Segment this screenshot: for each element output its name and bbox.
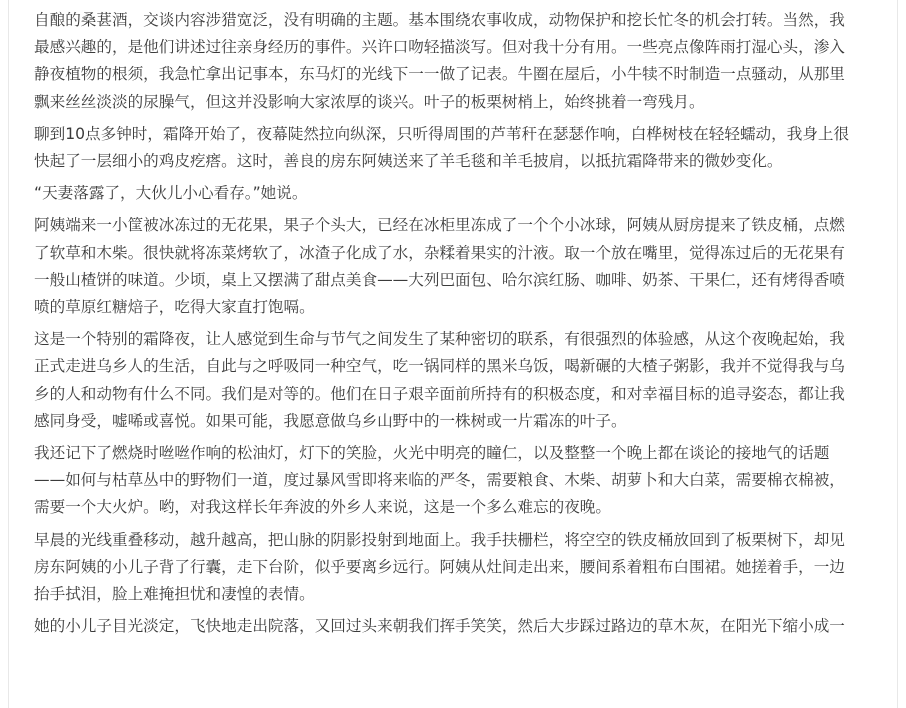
text-line: 一般山楂饼的味道。少顷，桌上又摆满了甜点美食——大列巴面包、哈尔滨红肠、咖啡、奶茶、干果仁，还有烤得香喷 (34, 270, 845, 289)
text-line: 自酿的桑葚酒，交谈内容涉猎宽泛，没有明确的主题。基本围绕农事收成，动物保护和挖长忙冬的机会打转。当然，我 (34, 11, 845, 29)
paragraph-6 (34, 440, 870, 522)
paragraph-4 (34, 212, 870, 321)
text-line: 飘来丝丝淡淡的尿臊气，但这并没影响大家浓厚的谈兴。叶子的板栗树梢上，始终挑着一弯残月。 (34, 92, 705, 111)
article-body (34, 7, 870, 640)
text-line: 她的小儿子目光淡定，飞快地走出院落，又回过头来朝我们挥手笑笑，然后大步踩过路边的草木灰，在阳光下缩小成一 (34, 617, 845, 636)
text-line: 阿姨端来一小筐被冰冻过的无花果，果子个头大，已经在冰柜里冻成了一个个小冰球，阿姨从厨房提来了铁皮桶，点燃 (34, 216, 845, 235)
text-line: 房东阿姨的小儿子背了行囊，走下台阶，似乎要离乡远行。阿姨从灶间走出来，腰间系着粗布白围裙。她搓着手，一边 (34, 557, 845, 576)
text-line: 我还记下了燃烧时咝咝作响的松油灯，灯下的笑脸，火光中明亮的瞳仁，以及整整一个晚上都在谈论的接地气的话题 (34, 444, 830, 463)
text-line: 感同身受，嘘唏或喜悦。如果可能，我愿意做乌乡山野中的一株树或一片霜冻的叶子。 (34, 411, 627, 430)
text-line: 这是一个特别的霜降夜，让人感觉到生命与节气之间发生了某种密切的联系，有很强烈的体验感，从这个夜晚起始，我 (34, 330, 845, 349)
paragraph-7 (34, 527, 870, 609)
text-line: 抬手拭泪，脸上难掩担忧和凄惶的表情。 (34, 585, 315, 604)
paragraph-3-quote (34, 180, 870, 207)
left-border (8, 0, 9, 708)
paragraph-8 (34, 613, 870, 640)
text-line: 最感兴趣的，是他们讲述过往亲身经历的事件。兴许口吻轻描淡写。但对我十分有用。一些亮点像阵雨打湿心头，渗入 (34, 38, 845, 57)
paragraph-1 (34, 7, 870, 116)
text-line: 喷的草原红糖焙子，吃得大家直打饱嗝。 (34, 298, 315, 317)
text-line: 早晨的光线重叠移动，越升越高，把山脉的阴影投射到地面上。我手扶栅栏，将空空的铁皮桶放回到了板栗树下，却见 (34, 530, 845, 549)
text-line: 聊到10点多钟时，霜降开始了，夜幕陡然拉向纵深，只听得周围的芦苇秆在瑟瑟作响，白桦树枝在轻轻蠕动，我身上很 (34, 124, 850, 143)
text-line: ——如何与枯草丛中的野物们一道，度过暴风雪即将来临的严冬，需要粮食、木柴、胡萝卜和大白菜，需要棉衣棉被， (34, 471, 845, 490)
paragraph-5 (34, 326, 870, 435)
text-line: 了软草和木柴。很快就将冻菜烤软了，冰渣子化成了水，杂糅着果实的汁液。取一个放在嘴里，觉得冻过后的无花果有 (34, 243, 845, 262)
right-border (897, 0, 898, 708)
paragraph-2 (34, 121, 870, 175)
text-line: 乡的人和动物有什么不同。我们是对等的。他们在日子艰辛面前所持有的积极态度，和对幸福目标的追寻姿态，都让我 (34, 384, 845, 403)
text-line: 静夜植物的根须，我急忙拿出记事本，东马灯的光线下一一做了记表。牛圈在屋后，小牛犊不时制造一点骚动，从那里 (34, 65, 845, 84)
text-line: 需要一个大火炉。哟，对我这样长年奔波的外乡人来说，这是一个多么难忘的夜晚。 (34, 498, 611, 517)
text-line: “天妻落露了，大伙儿小心看存。”她说。 (34, 184, 308, 203)
text-line: 快起了一层细小的鸡皮疙瘩。这时，善良的房东阿姨送来了羊毛毯和羊毛披肩，以抵抗霜降带来的微妙变化。 (34, 152, 783, 171)
text-line: 正式走进乌乡人的生活，自此与之呼吸同一种空气，吃一锅同样的黑米乌饭，喝新碾的大楂子粥影，我并不觉得我与乌 (34, 357, 845, 376)
